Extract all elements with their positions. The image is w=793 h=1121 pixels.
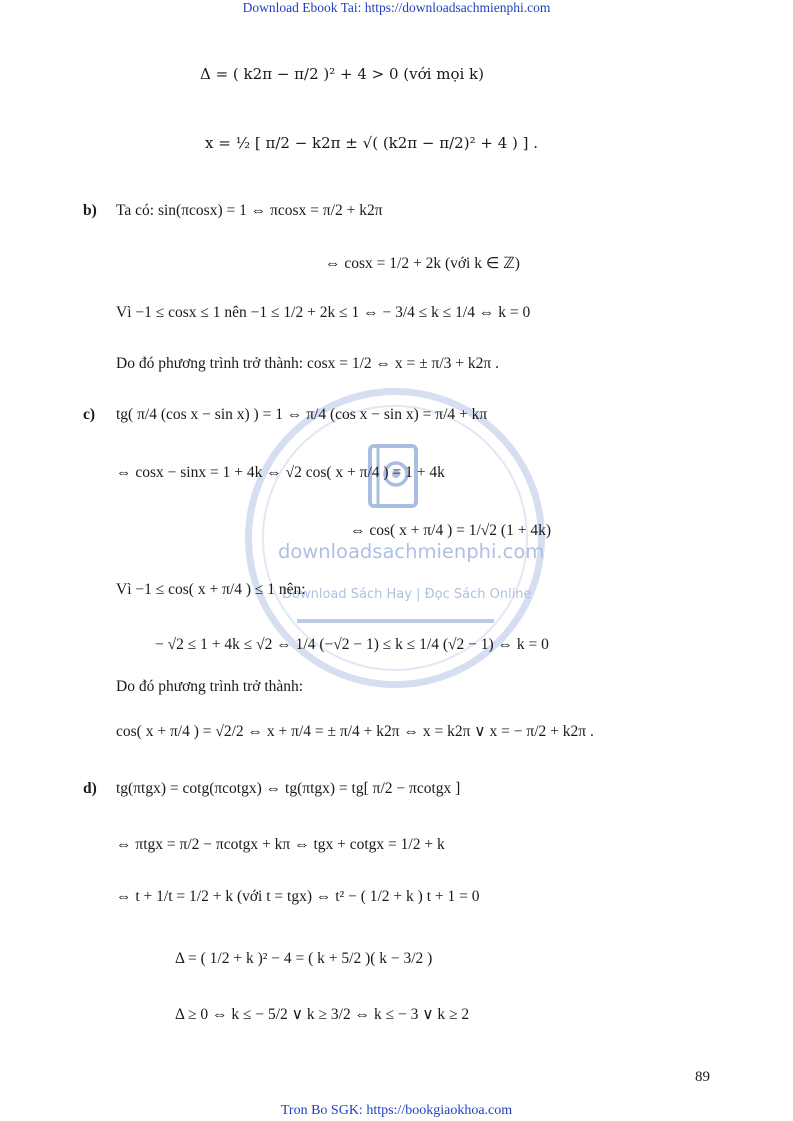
equation-c2: ⇔ cosx − sinx = 1 + 4k ⇔ √2 cos( x + π/4 ) = 1 + 4k [116, 464, 445, 481]
footer-link[interactable]: Tron Bo SGK: https://bookgiaokhoa.com [280, 1103, 513, 1118]
equation-b1: Ta có: sin(πcosx) = 1 ⇔ πcosx = π/2 + k2π [116, 202, 383, 219]
page-number: 89 [695, 1069, 710, 1085]
equation-c1: tg( π/4 (cos x − sin x) ) = 1 ⇔ π/4 (cos x − sin x) = π/4 + kπ [116, 406, 488, 423]
equation-x-a: x = ½ [ π/2 − k2π ± √( (k2π − π/2)² + 4 ) ] . [205, 134, 539, 152]
equation-d1: tg(πtgx) = cotg(πcotgx) ⇔ tg(πtgx) = tg[ π/2 − πcotgx ] [116, 780, 461, 797]
part-label-c: c) [83, 406, 96, 423]
part-label-d: d) [83, 780, 97, 797]
equation-b2: ⇔ cosx = 1/2 + 2k (với k ∈ ℤ) [325, 255, 520, 272]
equation-c6: Do đó phương trình trở thành: [116, 678, 304, 695]
equation-d2: ⇔ πtgx = π/2 − πcotgx + kπ ⇔ tgx + cotgx = 1/2 + k [116, 836, 445, 853]
equation-c5: − √2 ≤ 1 + 4k ≤ √2 ⇔ 1/4 (−√2 − 1) ≤ k ≤ 1/4 (√2 − 1) ⇔ k = 0 [155, 636, 549, 653]
equation-c3: ⇔ cos( x + π/4 ) = 1/√2 (1 + 4k) [350, 522, 551, 539]
equation-d5: Δ ≥ 0 ⇔ k ≤ − 5/2 ∨ k ≥ 3/2 ⇔ k ≤ − 3 ∨ k ≥ 2 [175, 1006, 470, 1023]
equation-b4: Do đó phương trình trở thành: cosx = 1/2 ⇔ x = ± π/3 + k2π . [116, 355, 500, 372]
watermark-bar [297, 619, 494, 623]
equation-c4: Vì −1 ≤ cos( x + π/4 ) ≤ 1 nên: [116, 581, 306, 598]
equation-d3: ⇔ t + 1/t = 1/2 + k (với t = tgx) ⇔ t² − ( 1/2 + k ) t + 1 = 0 [116, 888, 480, 905]
part-label-b: b) [83, 202, 97, 219]
equation-b3: Vì −1 ≤ cosx ≤ 1 nên −1 ≤ 1/2 + 2k ≤ 1 ⇔ − 3/4 ≤ k ≤ 1/4 ⇔ k = 0 [116, 304, 531, 321]
header-link[interactable]: Download Ebook Tai: https://downloadsachmienphi.com [242, 0, 551, 15]
equation-d4: Δ = ( 1/2 + k )² − 4 = ( k + 5/2 )( k − 3/2 ) [175, 950, 433, 967]
equation-c7: cos( x + π/4 ) = √2/2 ⇔ x + π/4 = ± π/4 + k2π ⇔ x = k2π ∨ x = − π/2 + k2π . [116, 723, 594, 740]
watermark-site: downloadsachmienphi.com [278, 540, 545, 563]
equation-delta-a: Δ = ( k2π − π/2 )² + 4 > 0 (với mọi k) [200, 65, 484, 83]
watermark-tagline: Download Sách Hay | Đọc Sách Online [282, 587, 532, 602]
